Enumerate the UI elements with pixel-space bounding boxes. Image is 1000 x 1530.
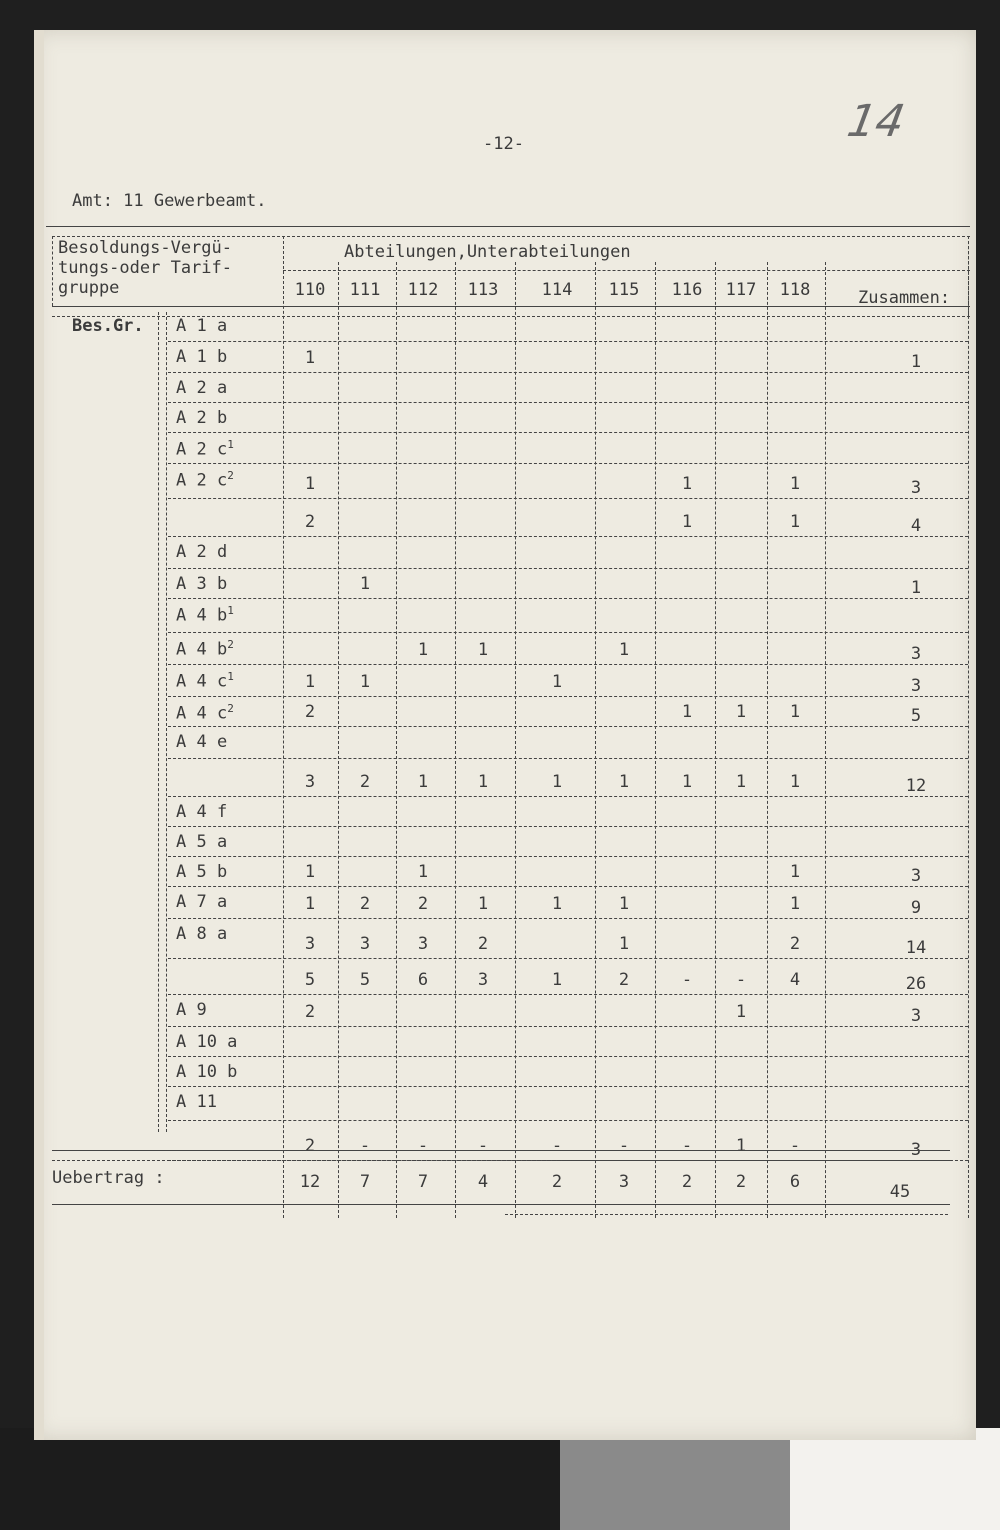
column-rule bbox=[396, 262, 397, 1218]
row-rule bbox=[168, 372, 968, 373]
table-cell: 1 bbox=[304, 672, 316, 692]
row-label-text: A 4 b bbox=[176, 605, 228, 626]
row-rule bbox=[168, 1026, 968, 1027]
column-rule bbox=[767, 262, 768, 1218]
table-cell: - bbox=[681, 970, 693, 990]
row-label-text: A 4 f bbox=[176, 802, 228, 822]
table-cell: 1 bbox=[735, 772, 747, 792]
row-rule bbox=[168, 994, 968, 995]
group-column-header: Besoldungs-Vergü- tungs-oder Tarif- gruppe bbox=[58, 238, 232, 298]
column-header-115: 115 bbox=[608, 280, 640, 300]
header-top-rule bbox=[52, 236, 970, 237]
row-label bbox=[176, 924, 227, 944]
gray-calibration-strip bbox=[560, 1428, 790, 1530]
carry-forward-cell: 2 bbox=[681, 1172, 693, 1192]
table-cell: - bbox=[359, 1136, 371, 1156]
label-column-rule bbox=[166, 312, 167, 1132]
row-rule bbox=[168, 918, 968, 919]
table-cell: 1 bbox=[359, 672, 371, 692]
table-cell: 1 bbox=[681, 702, 693, 722]
carry-forward-total: 45 bbox=[889, 1182, 911, 1202]
table-cell: 1 bbox=[789, 862, 801, 882]
column-header-114: 114 bbox=[541, 280, 573, 300]
departments-header: Abteilungen,Unterabteilungen bbox=[344, 242, 631, 262]
row-label-text: A 2 d bbox=[176, 542, 228, 562]
table-cell: - bbox=[551, 1136, 563, 1156]
row-rule bbox=[168, 498, 968, 499]
row-label-text: A 7 a bbox=[176, 892, 228, 912]
table-cell: 1 bbox=[551, 672, 563, 692]
table-cell: 3 bbox=[304, 934, 316, 954]
table-cell: 3 bbox=[417, 934, 429, 954]
carry-forward-cell: 2 bbox=[735, 1172, 747, 1192]
carry-forward-cell: 6 bbox=[789, 1172, 801, 1192]
table-cell: 1 bbox=[735, 1002, 747, 1022]
table-cell: 1 bbox=[789, 894, 801, 914]
row-label-text: A 4 c bbox=[176, 671, 228, 692]
row-label bbox=[176, 408, 227, 428]
carry-forward-cell: 3 bbox=[618, 1172, 630, 1192]
row-label-text: A 5 a bbox=[176, 832, 228, 852]
carry-top-rule bbox=[52, 1150, 950, 1151]
table-cell: 6 bbox=[417, 970, 429, 990]
row-label-superscript: 1 bbox=[227, 604, 234, 617]
row-label bbox=[176, 1032, 237, 1052]
table-cell: 3 bbox=[359, 934, 371, 954]
table-cell: 1 bbox=[477, 640, 489, 660]
row-total-cell: 3 bbox=[910, 1140, 922, 1160]
column-header-113: 113 bbox=[467, 280, 499, 300]
row-rule bbox=[168, 1056, 968, 1057]
row-label-text: A 8 a bbox=[176, 924, 228, 944]
table-cell: 3 bbox=[477, 970, 489, 990]
table-cell: 1 bbox=[789, 474, 801, 494]
row-rule bbox=[168, 664, 968, 665]
column-rule bbox=[968, 236, 969, 1218]
row-total-cell: 14 bbox=[905, 938, 927, 958]
table-cell: 1 bbox=[735, 1136, 747, 1156]
table-cell: 1 bbox=[618, 894, 630, 914]
table-cell: 1 bbox=[304, 474, 316, 494]
row-label bbox=[176, 862, 227, 882]
table-cell: - bbox=[735, 970, 747, 990]
table-cell: 2 bbox=[304, 512, 316, 532]
row-label bbox=[176, 542, 227, 562]
row-total-cell: 3 bbox=[910, 676, 922, 696]
row-total-cell: 1 bbox=[910, 578, 922, 598]
carry-forward-cell: 12 bbox=[299, 1172, 321, 1192]
table-cell: 1 bbox=[681, 474, 693, 494]
row-label bbox=[176, 832, 227, 852]
row-total-cell: 3 bbox=[910, 644, 922, 664]
row-rule bbox=[168, 1120, 968, 1121]
row-label-superscript: 2 bbox=[227, 702, 234, 715]
row-rule bbox=[168, 632, 968, 633]
table-cell: 2 bbox=[789, 934, 801, 954]
table-bottom-rule bbox=[52, 1204, 950, 1205]
row-label-text: A 3 b bbox=[176, 574, 228, 594]
row-label bbox=[176, 1092, 217, 1112]
group-label: Bes.Gr. bbox=[72, 316, 144, 336]
row-total-cell: 12 bbox=[905, 776, 927, 796]
table-cell: 1 bbox=[417, 862, 429, 882]
row-label bbox=[176, 347, 227, 367]
row-total-cell: 4 bbox=[910, 516, 922, 536]
row-total-cell: 26 bbox=[905, 974, 927, 994]
row-total-cell: 5 bbox=[910, 706, 922, 726]
row-rule bbox=[168, 826, 968, 827]
table-cell: 1 bbox=[681, 772, 693, 792]
column-header-118: 118 bbox=[779, 280, 811, 300]
column-rule bbox=[283, 236, 284, 1218]
row-label-text: A 1 a bbox=[176, 316, 228, 336]
table-cell: 1 bbox=[304, 862, 316, 882]
table-cell: 2 bbox=[359, 772, 371, 792]
row-total-cell: 3 bbox=[910, 866, 922, 886]
row-total-cell: 9 bbox=[910, 898, 922, 918]
table-cell: 1 bbox=[551, 894, 563, 914]
row-label bbox=[176, 574, 227, 594]
table-cell: 2 bbox=[304, 1002, 316, 1022]
table-cell: 1 bbox=[618, 640, 630, 660]
table-cell: - bbox=[789, 1136, 801, 1156]
table-cell: 1 bbox=[304, 894, 316, 914]
row-label-superscript: 1 bbox=[227, 438, 234, 451]
header-bottom-rule bbox=[52, 306, 970, 307]
row-label-text: A 2 c bbox=[176, 470, 228, 491]
row-label-text: A 10 a bbox=[176, 1032, 238, 1052]
page-number: -12- bbox=[483, 134, 524, 154]
table-cell: 5 bbox=[359, 970, 371, 990]
table-cell: 1 bbox=[735, 702, 747, 722]
column-rule bbox=[338, 262, 339, 1218]
row-label bbox=[176, 604, 234, 626]
table-cell: 2 bbox=[618, 970, 630, 990]
table-cell: 2 bbox=[359, 894, 371, 914]
row-label bbox=[176, 316, 227, 336]
column-rule bbox=[655, 262, 656, 1218]
row-label bbox=[176, 702, 234, 724]
white-calibration-strip bbox=[790, 1428, 1000, 1530]
row-label-text: A 5 b bbox=[176, 862, 228, 882]
column-rule bbox=[595, 262, 596, 1218]
table-cell: 1 bbox=[618, 934, 630, 954]
row-label bbox=[176, 469, 234, 491]
header-left-rule bbox=[52, 236, 53, 306]
row-label bbox=[176, 438, 234, 460]
row-rule bbox=[168, 758, 968, 759]
row-label-text: A 2 b bbox=[176, 408, 228, 428]
handwritten-folio-number: 14 bbox=[843, 96, 909, 147]
label-column-rule-2 bbox=[158, 312, 159, 1132]
table-bottom-rule-2 bbox=[505, 1214, 948, 1215]
row-label-text: A 4 c bbox=[176, 703, 228, 724]
row-rule bbox=[168, 856, 968, 857]
row-label-superscript: 1 bbox=[227, 670, 234, 683]
table-cell: 1 bbox=[789, 512, 801, 532]
row-label bbox=[176, 892, 227, 912]
table-cell: - bbox=[681, 1136, 693, 1156]
table-cell: 1 bbox=[477, 772, 489, 792]
table-top-rule bbox=[46, 226, 970, 227]
column-rule bbox=[715, 262, 716, 1218]
row-rule bbox=[168, 1086, 968, 1087]
table-cell: 1 bbox=[618, 772, 630, 792]
table-cell: 2 bbox=[477, 934, 489, 954]
table-cell: 1 bbox=[551, 772, 563, 792]
row-label-text: A 4 e bbox=[176, 732, 228, 752]
row-rule bbox=[168, 432, 968, 433]
row-label-text: A 9 bbox=[176, 1000, 207, 1020]
table-cell: 1 bbox=[789, 702, 801, 722]
column-rule bbox=[455, 262, 456, 1218]
column-header-111: 111 bbox=[349, 280, 381, 300]
table-cell: - bbox=[417, 1136, 429, 1156]
row-label bbox=[176, 732, 227, 752]
page-binding-edge bbox=[34, 30, 44, 1440]
row-label bbox=[176, 378, 227, 398]
row-label-text: A 2 a bbox=[176, 378, 228, 398]
row-rule bbox=[168, 886, 968, 887]
row-label-superscript: 2 bbox=[227, 638, 234, 651]
column-rule bbox=[515, 262, 516, 1218]
total-column-header: Zusammen: bbox=[858, 288, 951, 308]
table-cell: 2 bbox=[417, 894, 429, 914]
carry-forward-cell: 7 bbox=[359, 1172, 371, 1192]
table-cell: 1 bbox=[789, 772, 801, 792]
row-label-superscript: 2 bbox=[227, 469, 234, 482]
carry-forward-cell: 7 bbox=[417, 1172, 429, 1192]
column-header-110: 110 bbox=[294, 280, 326, 300]
row-rule bbox=[168, 598, 968, 599]
row-rule bbox=[168, 463, 968, 464]
row-rule bbox=[168, 536, 968, 537]
row-total-cell: 1 bbox=[910, 352, 922, 372]
row-rule bbox=[168, 726, 968, 727]
table-cell: 3 bbox=[304, 772, 316, 792]
table-cell: 2 bbox=[304, 702, 316, 722]
row-rule bbox=[168, 402, 968, 403]
table-cell: - bbox=[477, 1136, 489, 1156]
carry-top-rule-2 bbox=[52, 1160, 950, 1161]
row-label-text: A 2 c bbox=[176, 439, 228, 460]
column-header-117: 117 bbox=[725, 280, 757, 300]
row-label-text: A 11 bbox=[176, 1092, 217, 1112]
department-header-rule bbox=[283, 270, 970, 271]
table-cell: 1 bbox=[551, 970, 563, 990]
carry-forward-label: Uebertrag : bbox=[52, 1168, 165, 1188]
table-cell: 1 bbox=[304, 348, 316, 368]
row-label bbox=[176, 802, 227, 822]
row-label bbox=[176, 638, 234, 660]
carry-forward-cell: 2 bbox=[551, 1172, 563, 1192]
row-rule bbox=[168, 958, 968, 959]
office-line: Amt: 11 Gewerbeamt. bbox=[72, 191, 267, 211]
row-rule bbox=[168, 568, 968, 569]
column-rule bbox=[825, 262, 826, 1218]
table-cell: 1 bbox=[417, 640, 429, 660]
table-cell: 5 bbox=[304, 970, 316, 990]
row-rule bbox=[168, 796, 968, 797]
table-cell: 1 bbox=[477, 894, 489, 914]
table-cell: 4 bbox=[789, 970, 801, 990]
table-cell: 1 bbox=[359, 574, 371, 594]
column-header-116: 116 bbox=[671, 280, 703, 300]
row-rule bbox=[168, 696, 968, 697]
row-total-cell: 3 bbox=[910, 478, 922, 498]
table-cell: 1 bbox=[681, 512, 693, 532]
column-header-112: 112 bbox=[407, 280, 439, 300]
row-label-text: A 10 b bbox=[176, 1062, 238, 1082]
row-label bbox=[176, 1000, 207, 1020]
row-label-text: A 4 b bbox=[176, 639, 228, 660]
row-label bbox=[176, 670, 234, 692]
row-total-cell: 3 bbox=[910, 1006, 922, 1026]
table-cell: - bbox=[618, 1136, 630, 1156]
row-label bbox=[176, 1062, 237, 1082]
table-cell: 1 bbox=[417, 772, 429, 792]
table-cell: 2 bbox=[304, 1136, 316, 1156]
scan-background bbox=[0, 1428, 560, 1530]
row-rule bbox=[168, 341, 968, 342]
row-label-text: A 1 b bbox=[176, 347, 228, 367]
carry-forward-cell: 4 bbox=[477, 1172, 489, 1192]
